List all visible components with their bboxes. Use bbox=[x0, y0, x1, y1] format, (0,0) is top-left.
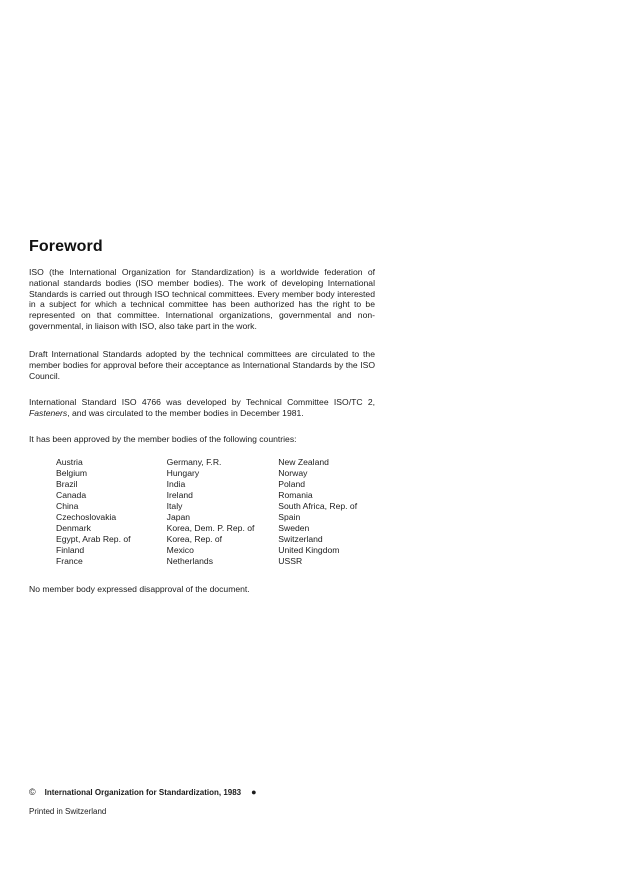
development-paragraph bbox=[29, 397, 375, 419]
country-item: Hungary bbox=[166, 468, 200, 478]
country-item: Egypt, Arab Rep. of bbox=[56, 534, 131, 544]
page-title: Foreword bbox=[29, 238, 103, 255]
country-item: Poland bbox=[278, 479, 306, 489]
intro-paragraph: ISO (the International Organization for Standardization) is a worldwide federation of national standards bodies (ISO member bodies). The work of developing International Standards is carried out through ISO technical committees. Every member body interested in a subject for which a technical committee has been authorized has the right to be represented on that committee. International organizations, governmental and non-governmental, in liaison with ISO, also take part in the work. bbox=[29, 267, 375, 331]
country-list bbox=[56, 457, 386, 567]
country-item: Korea, Dem. P. Rep. of bbox=[166, 523, 255, 533]
country-item: China bbox=[56, 501, 79, 511]
country-item: South Africa, Rep. of bbox=[278, 501, 358, 511]
country-item: Denmark bbox=[56, 523, 91, 533]
country-item: Netherlands bbox=[166, 556, 213, 566]
development-text-start: International Standard ISO 4766 was developed by Technical Committee ISO/TC 2, bbox=[29, 397, 375, 407]
approval-intro-paragraph: It has been approved by the member bodies of the following countries: bbox=[29, 434, 297, 444]
country-item: Mexico bbox=[166, 545, 194, 555]
country-item: Norway bbox=[278, 468, 308, 478]
country-item: Korea, Rep. of bbox=[166, 534, 223, 544]
country-item: New Zealand bbox=[278, 457, 329, 467]
country-item: Brazil bbox=[56, 479, 78, 489]
country-column-3 bbox=[278, 457, 386, 567]
copyright-notice bbox=[29, 787, 257, 797]
country-item: Romania bbox=[278, 490, 313, 500]
copyright-text: International Organization for Standardization, 1983 bbox=[44, 787, 242, 797]
committee-name: Fasteners bbox=[29, 407, 68, 418]
country-column-2 bbox=[167, 457, 279, 567]
country-item: Sweden bbox=[278, 523, 310, 533]
disapproval-paragraph: No member body expressed disapproval of the document. bbox=[29, 584, 250, 594]
country-item: Switzerland bbox=[278, 534, 323, 544]
copyright-icon: © bbox=[29, 787, 36, 797]
country-item: Finland bbox=[56, 545, 85, 555]
country-column-1 bbox=[56, 457, 167, 567]
draft-standards-paragraph: Draft International Standards adopted by the technical committees are circulated to the member bodies for approval before their acceptance as International Standards by the ISO Council. bbox=[29, 349, 375, 381]
country-item: Spain bbox=[278, 512, 301, 522]
country-item: France bbox=[56, 556, 83, 566]
country-item: United Kingdom bbox=[278, 545, 340, 555]
country-item: USSR bbox=[278, 556, 303, 566]
country-item: Germany, F.R. bbox=[166, 457, 222, 467]
country-item: Ireland bbox=[166, 490, 193, 500]
country-item: Belgium bbox=[56, 468, 88, 478]
printed-location: Printed in Switzerland bbox=[29, 807, 107, 816]
country-item: Austria bbox=[56, 457, 83, 467]
country-item: India bbox=[166, 479, 186, 489]
country-item: Italy bbox=[166, 501, 183, 511]
bullet-icon: ● bbox=[251, 787, 257, 797]
country-item: Czechoslovakia bbox=[56, 512, 117, 522]
development-text-end: , and was circulated to the member bodies in December 1981. bbox=[67, 407, 304, 418]
country-item: Japan bbox=[166, 512, 191, 522]
country-item: Canada bbox=[56, 490, 87, 500]
